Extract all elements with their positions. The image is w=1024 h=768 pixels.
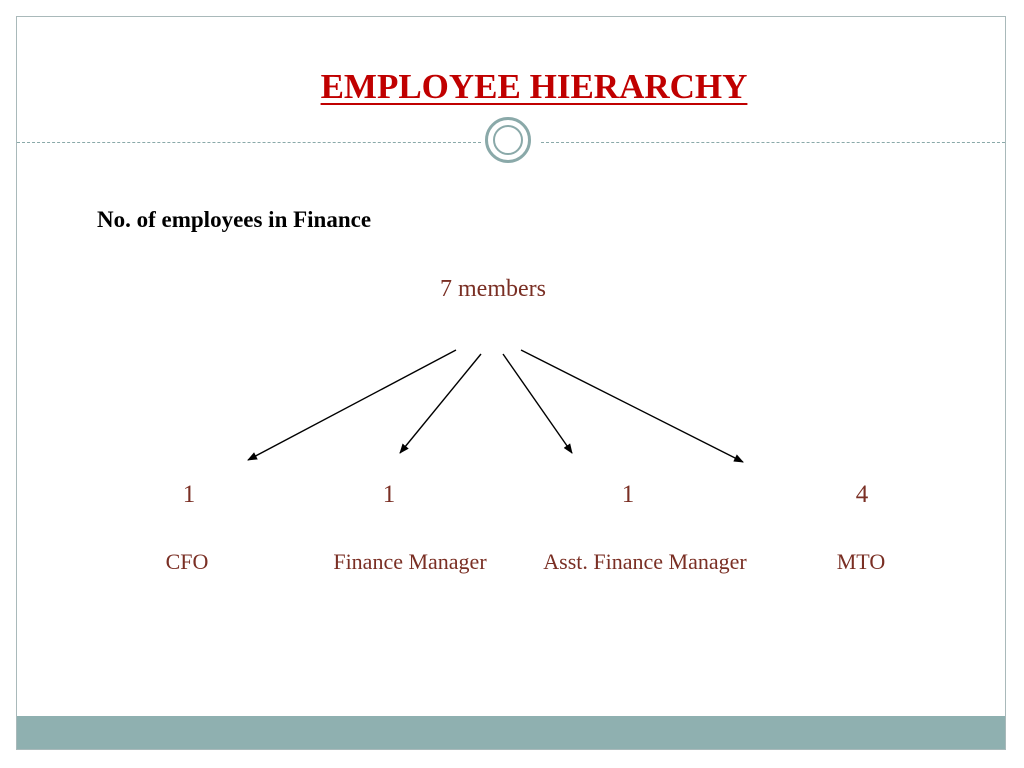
mto-count: 4 [855,481,869,508]
cfo-count: 1 [182,481,196,508]
slide-title: EMPLOYEE HIERARCHY [320,67,748,106]
arrow-to-finance-manager [400,354,481,453]
mto-label: MTO [836,549,886,574]
arrow-to-asst-finance-manager [503,354,572,453]
arrow-to-mto [521,350,743,462]
footer-bar [17,716,1005,749]
asst-finance-manager-count: 1 [621,481,635,508]
finance-manager-label: Finance Manager [333,549,487,574]
finance-manager-count: 1 [382,481,396,508]
subtitle: No. of employees in Finance [97,207,372,232]
asst-finance-manager-label: Asst. Finance Manager [543,549,747,574]
arrow-to-cfo [248,350,456,460]
total-members: 7 members [440,276,546,302]
cfo-label: CFO [165,549,209,574]
